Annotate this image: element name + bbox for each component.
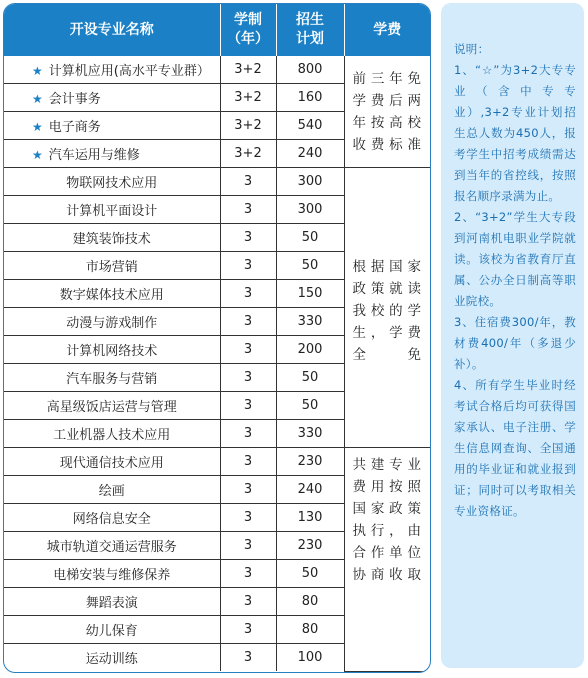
major-name: 工业机器人技术应用 (53, 428, 171, 443)
years-cell: 3 (220, 168, 276, 196)
years-cell: 3 (220, 196, 276, 224)
years-cell: 3 (220, 476, 276, 504)
major-name: 电子商务 (48, 120, 101, 135)
plan-cell: 230 (276, 532, 344, 560)
plan-cell: 540 (276, 112, 344, 140)
years-cell: 3+2 (220, 56, 276, 84)
major-name-cell (4, 252, 220, 280)
header-plan: 招生 计划 (276, 4, 344, 56)
years-cell: 3 (220, 392, 276, 420)
years-cell: 3 (220, 560, 276, 588)
major-name-cell (4, 448, 220, 476)
header-fee: 学费 (344, 4, 430, 56)
enrollment-table-container (3, 3, 431, 673)
plan-cell: 330 (276, 420, 344, 448)
plan-cell: 330 (276, 308, 344, 336)
plan-cell: 160 (276, 84, 344, 112)
table-row (4, 448, 430, 476)
major-name: 绘画 (98, 484, 125, 499)
years-cell: 3 (220, 364, 276, 392)
fee-cell-group3 (344, 448, 430, 672)
major-name-cell (4, 336, 220, 364)
major-name: 高星级饭店运营与管理 (46, 400, 177, 415)
major-name-cell (4, 476, 220, 504)
years-cell: 3+2 (220, 84, 276, 112)
major-name: 计算机网络技术 (66, 344, 158, 359)
table-body (4, 56, 430, 671)
major-name: 幼儿保育 (85, 624, 138, 639)
notes-list (454, 60, 576, 522)
major-name: 会计事务 (48, 92, 101, 107)
major-name: 数字媒体技术应用 (59, 288, 164, 303)
plan-cell: 200 (276, 336, 344, 364)
major-name-cell (4, 168, 220, 196)
note-item: 2、“3+2”学生大专段到河南机电职业学院就读。该校为省教育厅直属、公办全日制高等职业院校。 (454, 210, 576, 308)
table-header-row (4, 4, 430, 56)
plan-cell: 50 (276, 364, 344, 392)
plan-cell: 230 (276, 448, 344, 476)
years-cell: 3 (220, 224, 276, 252)
major-name-cell (4, 560, 220, 588)
plan-cell: 300 (276, 168, 344, 196)
major-name: 汽车服务与营销 (66, 372, 158, 387)
major-name-cell (4, 588, 220, 616)
plan-cell: 50 (276, 560, 344, 588)
major-name: 汽车运用与维修 (48, 148, 140, 163)
years-cell: 3 (220, 448, 276, 476)
major-name-cell (4, 616, 220, 644)
major-name: 城市轨道交通运营服务 (46, 540, 177, 555)
note-item: 4、所有学生毕业时经考试合格后均可获得国家承认、电子注册、学生信息网查询、全国通用的毕业证和就业报到证；同时可以考取相关专业资格证。 (454, 378, 576, 518)
years-cell: 3 (220, 280, 276, 308)
major-name: 物联网技术应用 (66, 176, 158, 191)
major-name: 动漫与游戏制作 (66, 316, 158, 331)
major-name-cell (4, 140, 220, 168)
plan-cell: 300 (276, 196, 344, 224)
major-name: 舞蹈表演 (85, 596, 138, 611)
major-name-cell (4, 644, 220, 672)
plan-cell: 80 (276, 588, 344, 616)
years-cell: 3 (220, 616, 276, 644)
major-name: 计算机平面设计 (66, 204, 158, 219)
major-name: 建筑装饰技术 (72, 232, 151, 247)
years-cell: 3 (220, 420, 276, 448)
table-row (4, 168, 430, 196)
plan-cell: 80 (276, 616, 344, 644)
years-cell: 3 (220, 532, 276, 560)
years-cell: 3 (220, 336, 276, 364)
header-major-name: 开设专业名称 (4, 4, 220, 56)
plan-cell: 50 (276, 224, 344, 252)
major-name-cell (4, 280, 220, 308)
plan-cell: 50 (276, 392, 344, 420)
star-icon: ★ (32, 92, 43, 106)
enrollment-table (4, 4, 430, 672)
major-name-cell (4, 112, 220, 140)
fee-cell-group1 (344, 56, 430, 168)
major-name: 运动训练 (85, 652, 138, 667)
notes-panel (441, 3, 584, 668)
major-name-cell (4, 224, 220, 252)
plan-cell: 150 (276, 280, 344, 308)
major-name-cell (4, 420, 220, 448)
years-cell: 3+2 (220, 140, 276, 168)
note-item: 1、“☆”为3+2大专专业（含中专专业）,3+2专业计划招生总人数为450人，报考学生中招考成绩需达到当年的省控线，按照报名顺序录满为止。 (454, 63, 576, 203)
notes-title: 说明： (454, 42, 490, 56)
major-name-cell (4, 392, 220, 420)
header-years: 学制 （年） (220, 4, 276, 56)
plan-cell: 240 (276, 140, 344, 168)
major-name: 电梯安装与维修保养 (53, 568, 171, 583)
fee-text: 共建专业费用按照国家政策执行，由合作单位协商收取 (352, 457, 422, 583)
fee-text: 前三年免学费后两年按高校收费标准 (352, 70, 422, 153)
plan-cell: 800 (276, 56, 344, 84)
years-cell: 3 (220, 644, 276, 672)
table-row (4, 56, 430, 84)
major-name-cell (4, 364, 220, 392)
plan-cell: 100 (276, 644, 344, 672)
note-item: 3、住宿费300/年，教材费400/年（多退少补）。 (454, 315, 576, 371)
years-cell: 3 (220, 308, 276, 336)
major-name-cell (4, 504, 220, 532)
major-name: 网络信息安全 (72, 512, 151, 527)
fee-cell-group2 (344, 168, 430, 448)
star-icon: ★ (32, 148, 43, 162)
major-name: 现代通信技术应用 (59, 456, 164, 471)
plan-cell: 240 (276, 476, 344, 504)
plan-cell: 130 (276, 504, 344, 532)
major-name-cell (4, 308, 220, 336)
years-cell: 3 (220, 504, 276, 532)
major-name-cell (4, 84, 220, 112)
major-name-cell (4, 196, 220, 224)
years-cell: 3 (220, 588, 276, 616)
major-name-cell (4, 532, 220, 560)
years-cell: 3+2 (220, 112, 276, 140)
star-icon: ★ (32, 64, 43, 78)
years-cell: 3 (220, 252, 276, 280)
major-name: 计算机应用(高水平专业群） (48, 64, 210, 79)
star-icon: ★ (32, 120, 43, 134)
fee-text: 根据国家政策就读我校的学生，学费全免 (352, 259, 422, 363)
major-name: 市场营销 (85, 260, 138, 275)
plan-cell: 50 (276, 252, 344, 280)
major-name-cell (4, 56, 220, 84)
